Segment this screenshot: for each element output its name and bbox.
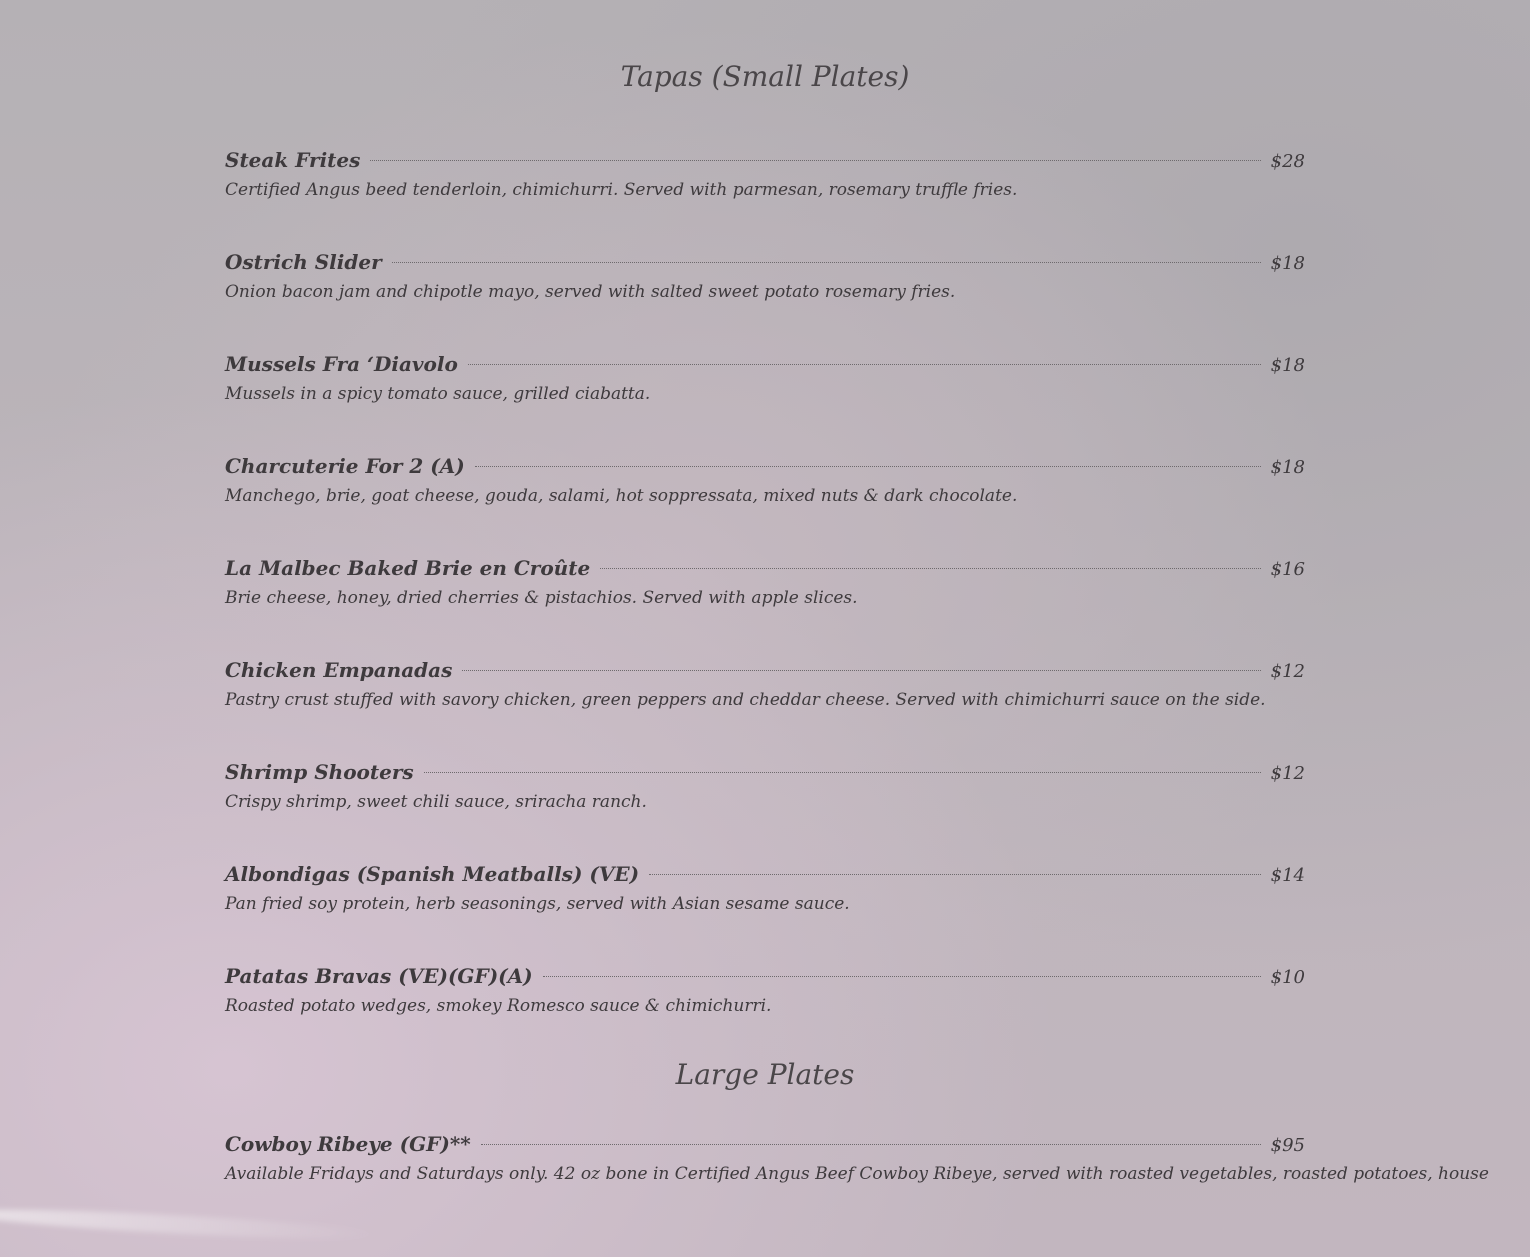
item-description: Pan fried soy protein, herb seasonings, served with Asian sesame sauce. [225,894,850,914]
section-title: Tapas (Small Plates) [620,60,910,93]
item-name: Mussels Fra ‘Diavolo [225,352,458,376]
item-price: $12 [1270,661,1305,682]
item-price: $18 [1270,457,1305,478]
item-description: Certified Angus beed tenderloin, chimichurri. Served with parmesan, rosemary truffle fries. [225,180,1018,200]
item-price: $14 [1270,865,1305,886]
section-title: Large Plates [675,1058,855,1091]
item-description: Manchego, brie, goat cheese, gouda, salami, hot soppressata, mixed nuts & dark chocolate. [225,486,1018,506]
menu-item-list [225,1132,1489,1234]
item-name: Steak Frites [225,148,361,172]
item-name: Charcuterie For 2 (A) [225,454,465,478]
item-price: $10 [1270,967,1305,988]
item-price: $18 [1270,253,1305,274]
item-name: La Malbec Baked Brie en Croûte [225,556,591,580]
dotted-leader [481,1144,1261,1145]
item-price: $12 [1270,763,1305,784]
menu-item [225,1132,1489,1234]
section-large-plates [225,0,1489,1234]
item-price: $18 [1270,355,1305,376]
item-price: $28 [1270,151,1305,172]
item-description: Crispy shrimp, sweet chili sauce, sriracha ranch. [225,792,647,812]
item-name: Patatas Bravas (VE)(GF)(A) [225,964,533,988]
item-description: Roasted potato wedges, smokey Romesco sauce & chimichurri. [225,996,772,1016]
item-name: Albondigas (Spanish Meatballs) (VE) [225,862,640,886]
item-description: Onion bacon jam and chipotle mayo, served with salted sweet potato rosemary fries. [225,282,956,302]
item-name: Ostrich Slider [225,250,382,274]
item-price: $16 [1270,559,1305,580]
item-description: Pastry crust stuffed with savory chicken, green peppers and cheddar cheese. Served with chimichurri sauce on the side. [225,690,1266,710]
item-name: Shrimp Shooters [225,760,414,784]
item-description: Brie cheese, honey, dried cherries & pistachios. Served with apple slices. [225,588,858,608]
item-name: Cowboy Ribeye (GF)** [225,1132,471,1156]
menu-large-plates [225,0,1489,1234]
item-price: $95 [1270,1135,1305,1156]
item-description: Available Fridays and Saturdays only. 42 oz bone in Certified Angus Beef Cowboy Ribeye, served with roasted vegetables, roasted potatoes, house [225,1164,1489,1184]
item-description: Mussels in a spicy tomato sauce, grilled ciabatta. [225,384,651,404]
item-name: Chicken Empanadas [225,658,453,682]
